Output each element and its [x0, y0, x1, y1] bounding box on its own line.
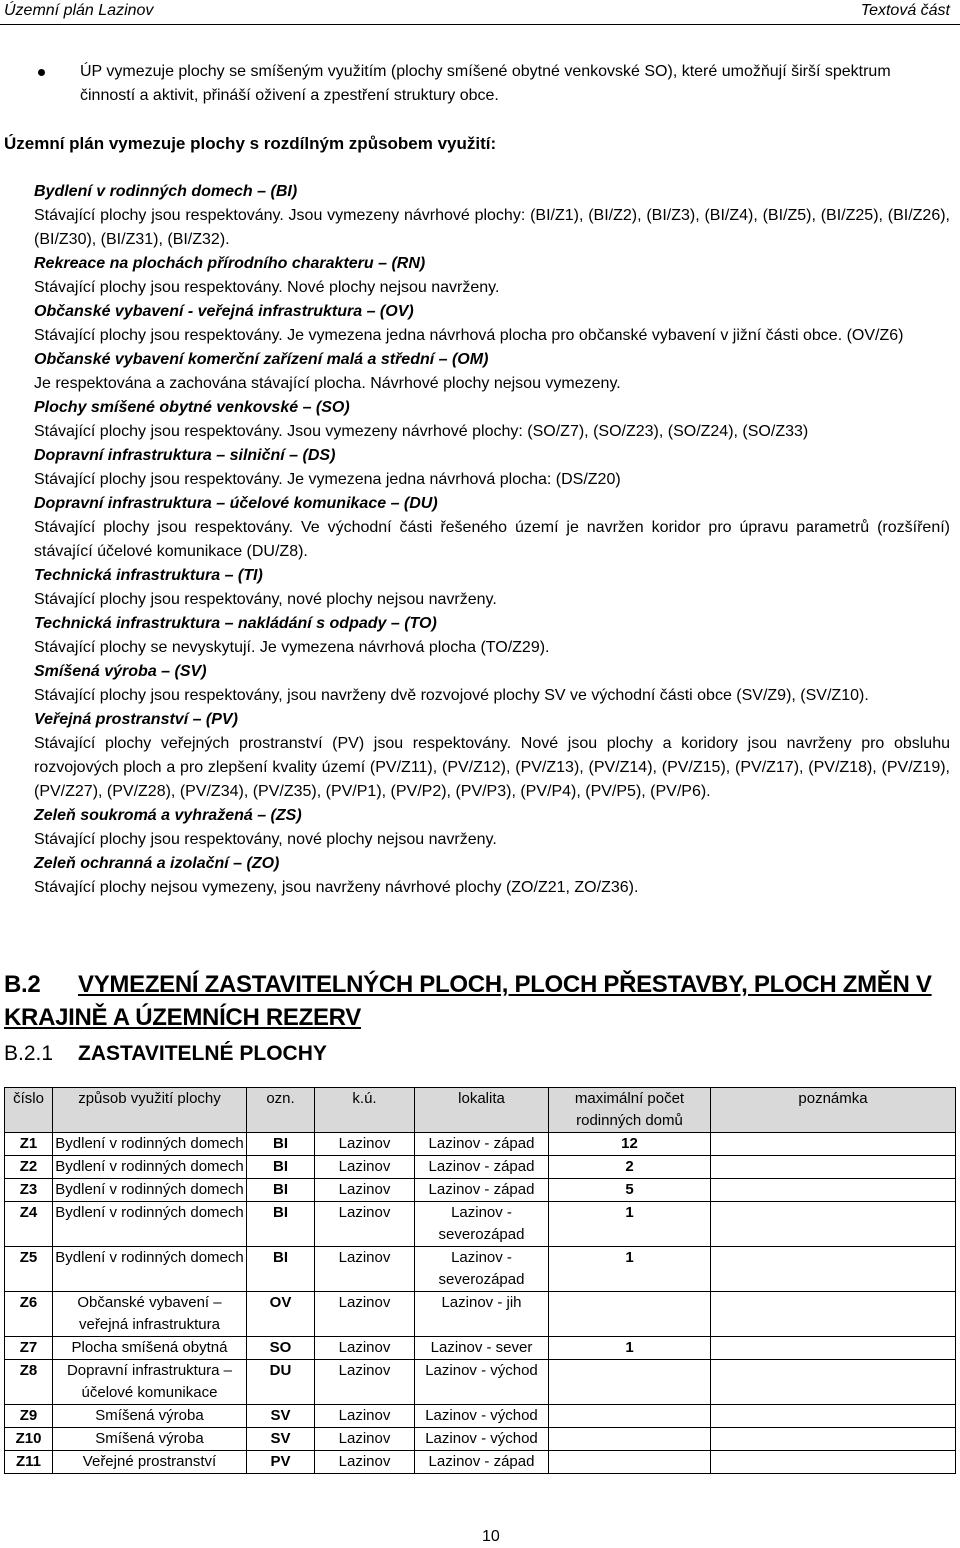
cell-use: Plocha smíšená obytná [53, 1337, 247, 1360]
land-use-title: Plochy smíšené obytné venkovské – (SO) [34, 399, 350, 416]
cell-use: Dopravní infrastruktura – účelové komunikace [53, 1360, 247, 1405]
cell-note [711, 1156, 956, 1179]
cell-use: Občanské vybavení – veřejná infrastruktura [53, 1292, 247, 1337]
table-row [5, 1202, 956, 1247]
land-use-title: Zeleň soukromá a vyhražená – (ZS) [34, 807, 302, 824]
land-use-description: Stávající plochy jsou respektovány. Jsou vymezeny návrhové plochy: (BI/Z1), (BI/Z2), (BI/Z3), (BI/Z4), (BI/Z5), (BI/Z25), (BI/Z26), (BI/Z30), (BI/Z31), (BI/Z32). [34, 207, 950, 248]
cell-note [711, 1451, 956, 1474]
cell-max-houses [549, 1292, 711, 1337]
cell-cadastre: Lazinov [315, 1156, 415, 1179]
cell-locality: Lazinov - sever [415, 1337, 549, 1360]
cell-cadastre: Lazinov [315, 1133, 415, 1156]
land-use-description: Stávající plochy jsou respektovány, jsou navrženy dvě rozvojové plochy SV ve východní části obce (SV/Z9), (SV/Z10). [34, 687, 869, 704]
cell-number: Z10 [5, 1428, 53, 1451]
cell-max-houses [549, 1405, 711, 1428]
land-use-description: Stávající plochy nejsou vymezeny, jsou navrženy návrhové plochy (ZO/Z21, ZO/Z36). [34, 879, 639, 896]
cell-locality: Lazinov - severozápad [415, 1202, 549, 1247]
land-use-description: Stávající plochy veřejných prostranství (PV) jsou respektovány. Nové jsou plochy a koridory jsou navrženy pro obsluhu rozvojových ploch a pro zlepšení kvality území (PV/Z11), (PV/Z12), (PV/Z13), (PV/Z14), (PV/Z15), (PV/Z17), (PV/Z18), (PV/Z19), (PV/Z27), (PV/Z28), (PV/Z34), (PV/Z35), (PV/P1), (PV/P2), (PV/P3), (PV/P4), (PV/P5), (PV/P6). [34, 735, 950, 800]
page-header [0, 0, 960, 25]
land-use-title: Dopravní infrastruktura – silniční – (DS) [34, 447, 336, 464]
header-document-title: Územní plán Lazinov [4, 2, 154, 19]
cell-number: Z1 [5, 1133, 53, 1156]
bullet-text: ÚP vymezuje plochy se smíšeným využitím (plochy smíšené obytné venkovské SO), které umožňují širší spektrum činností a aktivit, přináší oživení a zpestření struktury obce. [80, 63, 891, 104]
cell-use: Bydlení v rodinných domech [53, 1133, 247, 1156]
col-header-locality: lokalita [415, 1088, 549, 1133]
land-use-list [34, 180, 950, 900]
table-row [5, 1451, 956, 1474]
cell-note [711, 1247, 956, 1292]
cell-max-houses [549, 1428, 711, 1451]
cell-code: OV [247, 1292, 315, 1337]
cell-locality: Lazinov - západ [415, 1133, 549, 1156]
cell-max-houses: 1 [549, 1337, 711, 1360]
land-use-description: Stávající plochy jsou respektovány. Je vymezena jedna návrhová plocha pro občanské vybavení v jižní části obce. (OV/Z6) [34, 327, 904, 344]
cell-locality: Lazinov - západ [415, 1451, 549, 1474]
land-use-title: Technická infrastruktura – (TI) [34, 567, 263, 584]
cell-number: Z2 [5, 1156, 53, 1179]
land-use-title: Občanské vybavení - veřejná infrastruktura – (OV) [34, 303, 414, 320]
cell-locality: Lazinov - východ [415, 1405, 549, 1428]
subsection-title: ZASTAVITELNÉ PLOCHY [78, 1042, 327, 1065]
cell-note [711, 1292, 956, 1337]
header-section-name: Textová část [860, 2, 950, 19]
col-header-note: poznámka [711, 1088, 956, 1133]
cell-number: Z4 [5, 1202, 53, 1247]
cell-locality: Lazinov - východ [415, 1360, 549, 1405]
land-use-description: Stávající plochy jsou respektovány. Je vymezena jedna návrhová plocha: (DS/Z20) [34, 471, 621, 488]
land-use-title: Občanské vybavení komerční zařízení malá a střední – (OM) [34, 351, 489, 368]
land-use-description: Je respektována a zachována stávající plocha. Návrhové plochy nejsou vymezeny. [34, 375, 621, 392]
cell-note [711, 1360, 956, 1405]
cell-code: PV [247, 1451, 315, 1474]
cell-number: Z7 [5, 1337, 53, 1360]
table-row [5, 1133, 956, 1156]
land-use-description: Stávající plochy se nevyskytují. Je vymezena návrhová plocha (TO/Z29). [34, 639, 550, 656]
cell-cadastre: Lazinov [315, 1179, 415, 1202]
col-header-number: číslo [5, 1088, 53, 1133]
cell-max-houses: 5 [549, 1179, 711, 1202]
section-title-line1: VYMEZENÍ ZASTAVITELNÝCH PLOCH, PLOCH PŘESTAVBY, PLOCH ZMĚN V [78, 971, 932, 998]
cell-cadastre: Lazinov [315, 1337, 415, 1360]
cell-note [711, 1202, 956, 1247]
cell-max-houses [549, 1451, 711, 1474]
cell-code: SO [247, 1337, 315, 1360]
col-header-max-houses: maximální počet rodinných domů [549, 1088, 711, 1133]
table-row [5, 1360, 956, 1405]
cell-locality: Lazinov - západ [415, 1179, 549, 1202]
cell-cadastre: Lazinov [315, 1405, 415, 1428]
land-use-title: Dopravní infrastruktura – účelové komunikace – (DU) [34, 495, 438, 512]
table-row [5, 1292, 956, 1337]
land-use-title: Bydlení v rodinných domech – (BI) [34, 183, 298, 200]
cell-use: Smíšená výroba [53, 1405, 247, 1428]
land-use-title: Zeleň ochranná a izolační – (ZO) [34, 855, 280, 872]
col-header-use: způsob využití plochy [53, 1088, 247, 1133]
cell-cadastre: Lazinov [315, 1202, 415, 1247]
land-use-title: Rekreace na plochách přírodního charakteru – (RN) [34, 255, 426, 272]
cell-use: Veřejné prostranství [53, 1451, 247, 1474]
cell-code: BI [247, 1179, 315, 1202]
cell-note [711, 1179, 956, 1202]
cell-cadastre: Lazinov [315, 1247, 415, 1292]
cell-max-houses: 12 [549, 1133, 711, 1156]
cell-code: BI [247, 1202, 315, 1247]
cell-code: SV [247, 1428, 315, 1451]
cell-note [711, 1337, 956, 1360]
cell-cadastre: Lazinov [315, 1428, 415, 1451]
table-row [5, 1156, 956, 1179]
table-row [5, 1428, 956, 1451]
cell-locality: Lazinov - jih [415, 1292, 549, 1337]
section-number: B.2 [4, 971, 41, 998]
cell-use: Bydlení v rodinných domech [53, 1156, 247, 1179]
cell-code: BI [247, 1247, 315, 1292]
cell-use: Smíšená výroba [53, 1428, 247, 1451]
page-number: 10 [482, 1528, 500, 1545]
subsection-number: B.2.1 [4, 1042, 54, 1065]
cell-code: BI [247, 1133, 315, 1156]
land-use-title: Technická infrastruktura – nakládání s odpady – (TO) [34, 615, 437, 632]
cell-note [711, 1428, 956, 1451]
land-use-description: Stávající plochy jsou respektovány. Ve východní části řešeného území je navržen koridor pro úpravu parametrů (rozšíření) stávající účelové komunikace (DU/Z8). [34, 519, 950, 560]
cell-use: Bydlení v rodinných domech [53, 1247, 247, 1292]
cell-note [711, 1405, 956, 1428]
land-use-description: Stávající plochy jsou respektovány, nové plochy nejsou navrženy. [34, 831, 497, 848]
cell-code: DU [247, 1360, 315, 1405]
cell-cadastre: Lazinov [315, 1451, 415, 1474]
land-use-description: Stávající plochy jsou respektovány, nové plochy nejsou navrženy. [34, 591, 497, 608]
table-row [5, 1337, 956, 1360]
land-use-title: Veřejná prostranství – (PV) [34, 711, 238, 728]
bullet-paragraph [38, 60, 918, 108]
col-header-cadastre: k.ú. [315, 1088, 415, 1133]
section-heading [4, 968, 944, 1034]
cell-use: Bydlení v rodinných domech [53, 1202, 247, 1247]
table-row [5, 1405, 956, 1428]
table-row [5, 1179, 956, 1202]
cell-number: Z6 [5, 1292, 53, 1337]
col-header-code: ozn. [247, 1088, 315, 1133]
cell-number: Z9 [5, 1405, 53, 1428]
land-use-description: Stávající plochy jsou respektovány. Nové plochy nejsou navrženy. [34, 279, 500, 296]
cell-code: SV [247, 1405, 315, 1428]
cell-max-houses: 2 [549, 1156, 711, 1179]
cell-cadastre: Lazinov [315, 1360, 415, 1405]
cell-cadastre: Lazinov [315, 1292, 415, 1337]
cell-note [711, 1133, 956, 1156]
cell-max-houses: 1 [549, 1247, 711, 1292]
cell-use: Bydlení v rodinných domech [53, 1179, 247, 1202]
intro-heading: Územní plán vymezuje plochy s rozdílným způsobem využití: [4, 134, 497, 153]
section-title-line2: KRAJINĚ A ÚZEMNÍCH REZERV [4, 1004, 361, 1031]
cell-locality: Lazinov - západ [415, 1156, 549, 1179]
zones-table [4, 1087, 956, 1474]
cell-locality: Lazinov - východ [415, 1428, 549, 1451]
land-use-description: Stávající plochy jsou respektovány. Jsou vymezeny návrhové plochy: (SO/Z7), (SO/Z23), (SO/Z24), (SO/Z33) [34, 423, 809, 440]
land-use-title: Smíšená výroba – (SV) [34, 663, 207, 680]
cell-max-houses [549, 1360, 711, 1405]
table-row [5, 1247, 956, 1292]
bullet-icon [38, 69, 45, 76]
cell-number: Z5 [5, 1247, 53, 1292]
subsection-heading [4, 1042, 327, 1066]
table-header-row [5, 1088, 956, 1133]
cell-max-houses: 1 [549, 1202, 711, 1247]
cell-number: Z11 [5, 1451, 53, 1474]
cell-locality: Lazinov - severozápad [415, 1247, 549, 1292]
cell-number: Z8 [5, 1360, 53, 1405]
cell-number: Z3 [5, 1179, 53, 1202]
cell-code: BI [247, 1156, 315, 1179]
